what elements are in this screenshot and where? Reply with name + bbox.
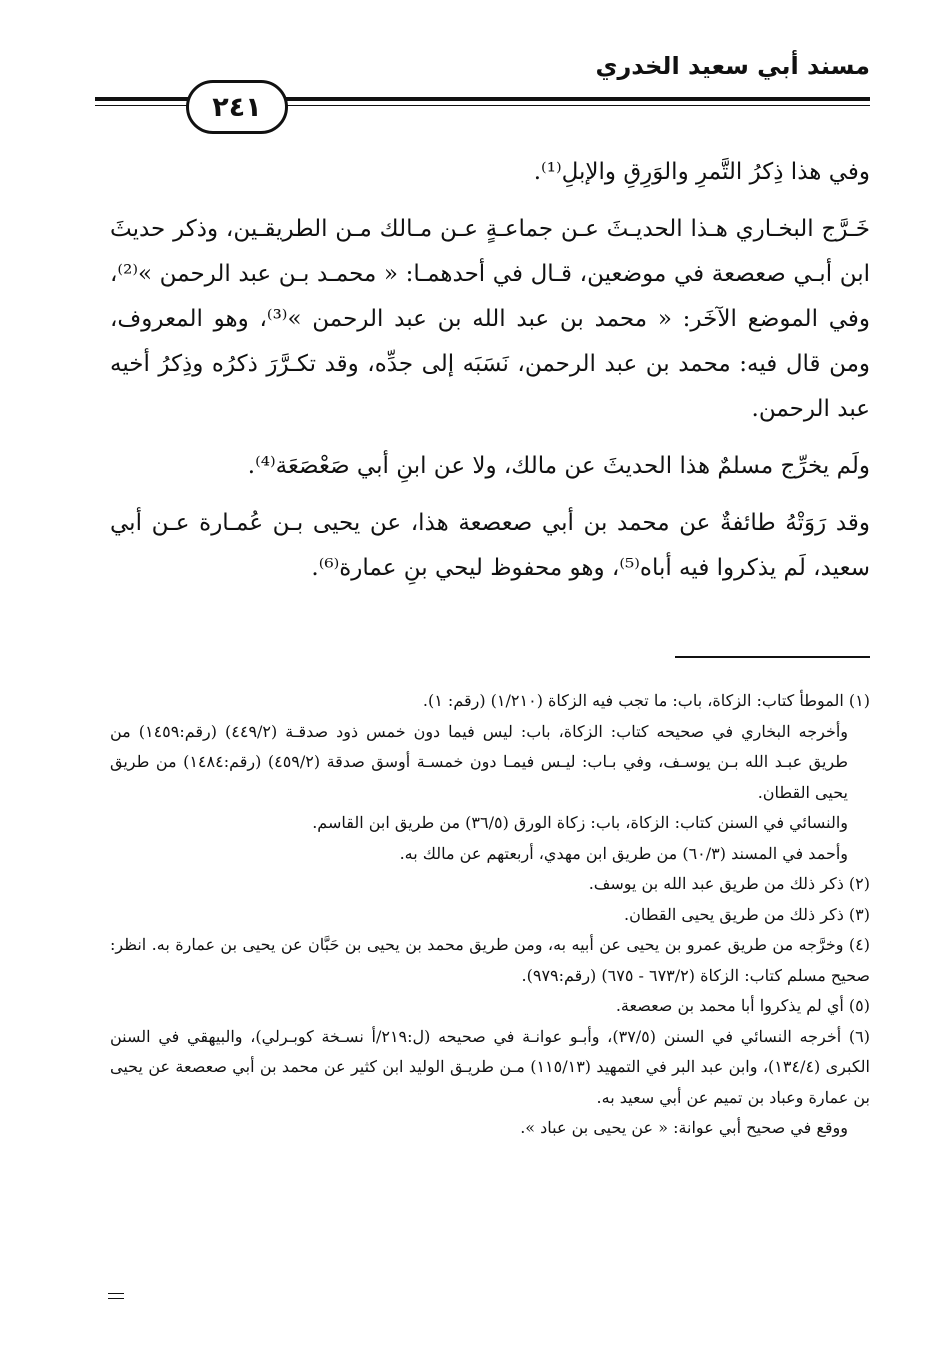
footnote: (٣) ذكر ذلك من طريق يحيى القطان. xyxy=(624,904,870,924)
paragraph: خَـرَّج البخـاري هـذا الحديـثَ عـن جماعـةٍ عـن مـالك مـن الطريقـين، وذكر حديثَ ابن أبـي صعصعة في موضعين، قـال في أحدهمـا: « محمـد بـن عبد الرحمن »⁽²⁾، وفي الموضع الآخَر: « محمد بن عبد الله بن عبد الرحمن »⁽³⁾، وهو المعروف، ومن قال فيه: محمد بن عبد الرحمن، نَسَبَه إلى جدِّه، وقد تكـرَّرَ ذكرُه وذِكرُ أخيه عبد الرحمن. xyxy=(110,216,870,422)
footnote: (١) الموطأ كتاب: الزكاة، باب: ما تجب فيه الزكاة (١/٢١٠) (رقم: ١). xyxy=(422,691,870,710)
bottom-mark xyxy=(108,1293,124,1303)
footnote: (٦) أخرجه النسائي في السنن (٣٧/٥)، وأبـو عوانـة في صحيحه (ل:٢١٩/أ نسـخة كوبـرلي)، والبيهقي في السنن الكبرى (١٣٤/٤)، وابن عبد البر في التمهيد (١١٥/١٣) مـن طريـق الوليد ابن كثير عن محمد بن أبي صعصعة عن يحيى بن عمارة وعباد بن تميم عن أبي سعيد به. xyxy=(110,1026,871,1107)
paragraph: ولَم يخرِّج مسلمٌ هذا الحديثَ عن مالك، ولا عن ابنِ أبي صَعْصَعَة⁽⁴⁾. xyxy=(247,453,870,479)
footnote-continuation: وأحمد في المسند (٦٠/٣) من طريق ابن مهدي، أربعتهم عن مالك به. xyxy=(399,843,848,863)
footnote-continuation: وأخرجه البخاري في صحيحه كتاب: الزكاة، باب: ليس فيما دون خمس ذود صدقـة (٤٤٩/٢) (رقم:١٤٥٩) من طريق عبـد الله بـن يوسـف، وفي بـاب: ليـس فيمـا دون خمسـة أوسق صدقة (٤٥٩/٢) (رقم:١٤٨٤) من طريق يحيى القطان. xyxy=(110,721,849,802)
footnote-continuation: ووقع في صحيح أبي عوانة: « عن يحيى بن عباد ». xyxy=(520,1118,848,1137)
footnote: (٢) ذكر ذلك من طريق عبد الله بن يوسف. xyxy=(588,874,870,893)
paragraph: وقد رَوَتْهُ طائفةٌ عن محمد بن أبي صعصعة هذا، عن يحيى بـن عُمـارة عـن أبي سعيد، لَم يذكروا فيه أباه⁽⁵⁾، وهو محفوظ ليحي بنِ عمارة⁽⁶⁾. xyxy=(110,510,870,581)
footnote-separator xyxy=(675,656,870,658)
page-number: ٢٤١ xyxy=(186,80,288,134)
main-text xyxy=(110,150,870,603)
footnote: (٥) أي لم يذكروا أبا محمد بن صعصعة. xyxy=(615,996,870,1015)
footnote: (٤) وخرَّجه من طريق عمرو بن يحيى عن أبيه به، ومن طريق محمد بن يحيى بن حَبَّان عن يحيى بن عمارة به. انظر: صحيح مسلم كتاب: الزكاة (٦٧٣/٢ - ٦٧٥) (رقم:٩٧٩). xyxy=(110,935,870,985)
paragraph: وفي هذا ذِكرُ التَّمرِ والوَرِقِ والإبلِ⁽¹⁾. xyxy=(533,159,870,185)
running-title: مسند أبي سعيد الخدري xyxy=(595,52,870,80)
footnotes xyxy=(110,686,870,1144)
footnote-continuation: والنسائي في السنن كتاب: الزكاة، باب: زكاة الورق (٣٦/٥) من طريق ابن القاسم. xyxy=(312,813,848,832)
